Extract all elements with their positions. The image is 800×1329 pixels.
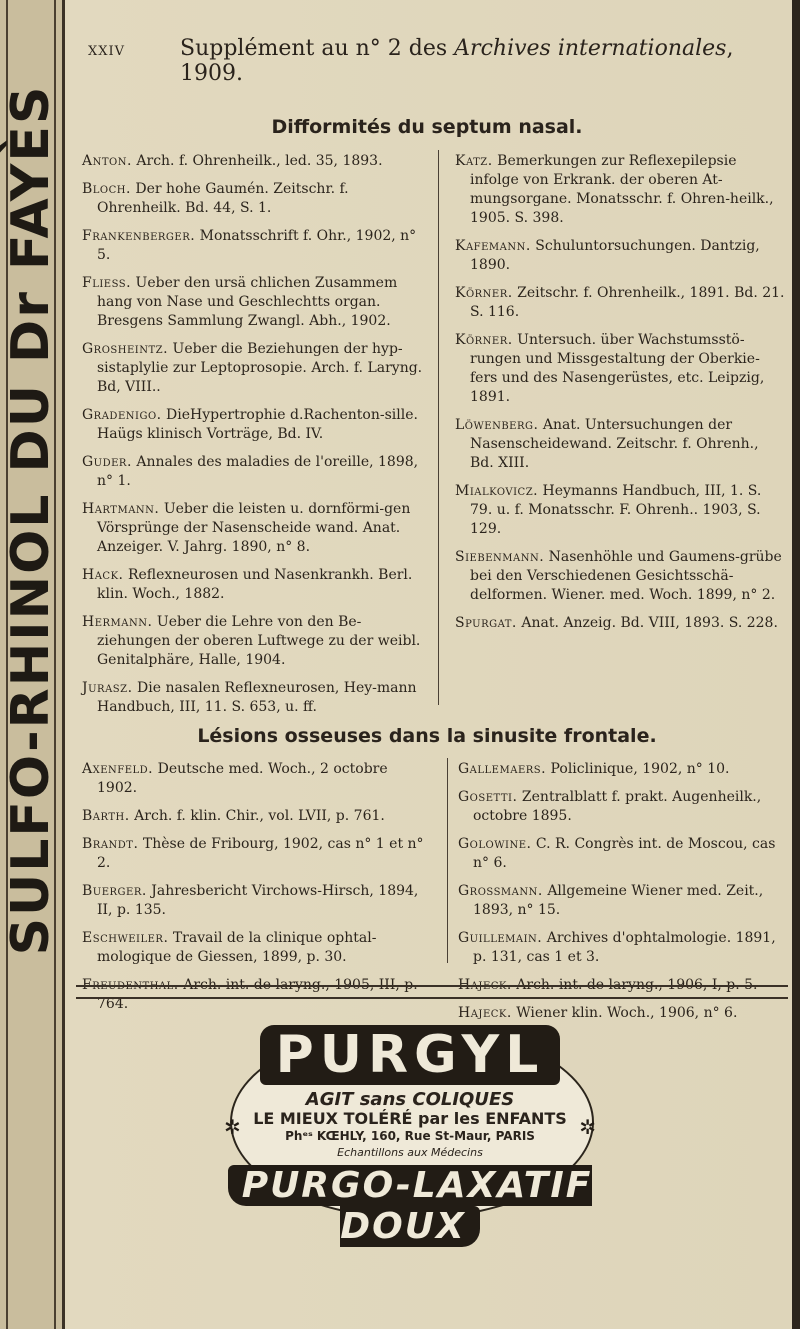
reference-author: Axenfeld. xyxy=(82,761,154,777)
page-header xyxy=(88,34,778,86)
reference-text: Travail de la clinique ophtal-mologique de Giessen, 1899, p. 30. xyxy=(97,930,377,965)
reference-text: Ueber die Beziehungen der hyp-sistaplylie zur Leptoprosopie. Arch. f. Laryng. Bd, VIII.. xyxy=(97,341,423,395)
reference-text: Arch. int. de laryng., 1905, III, p. 764. xyxy=(97,977,418,1012)
section-title: Difformités du septum nasal. xyxy=(271,116,583,138)
reference-author: Guillemain. xyxy=(458,930,543,946)
reference-text: Reflexneurosen und Nasenkrankh. Berl. klin. Woch., 1882. xyxy=(97,567,413,602)
reference-author: Hack. xyxy=(82,567,124,583)
star-icon: ✲ xyxy=(579,1115,596,1139)
reference-entry xyxy=(82,760,427,798)
side-ad-text: SULFO-RHINOL DU Dr FAYÈS xyxy=(1,84,61,956)
running-title-journal: Archives internationales xyxy=(454,36,727,61)
reference-entry xyxy=(455,284,785,322)
reference-entry xyxy=(458,788,783,826)
reference-entry xyxy=(82,566,427,604)
reference-text: Die nasalen Reflexneurosen, Hey-mann Handbuch, III, 11. S. 653, u. ff. xyxy=(97,680,417,715)
reference-author: Spurgat. xyxy=(455,615,517,631)
reference-author: Grosheintz. xyxy=(82,341,169,357)
reference-column xyxy=(82,152,427,726)
reference-entry xyxy=(82,180,427,218)
ad-tagline xyxy=(210,1165,610,1247)
reference-author: Freudenthal. xyxy=(82,977,179,993)
purgyl-advertisement xyxy=(210,1005,610,1247)
reference-text: Annales des maladies de l'oreille, 1898, n° 1. xyxy=(97,454,419,489)
reference-text: Heymanns Handbuch, III, 1. S. 79. u. f. Monatsschr. F. Ohrenh.. 1903, S. 129. xyxy=(470,483,762,537)
reference-column xyxy=(455,152,785,642)
reference-author: Brandt. xyxy=(82,836,139,852)
reference-entry xyxy=(455,416,785,473)
reference-text: DieHypertrophie d.Rachenton-sille. Haügs klinisch Vorträge, Bd. IV. xyxy=(97,407,418,442)
reference-text: Untersuch. über Wachstumsstö-rungen und Missgestaltung der Oberkie-fers und des Nasengerüstes, etc. Leipzig, 1891. xyxy=(470,332,765,405)
reference-entry xyxy=(82,679,427,717)
reference-author: Kafemann. xyxy=(455,238,531,254)
reference-text: Arch. int. de laryng., 1906, I, p. 5. xyxy=(516,977,758,993)
reference-text: Arch. f. Ohrenheilk., led. 35, 1893. xyxy=(136,153,383,169)
reference-text: Anat. Untersuchungen der Nasenscheidewand. Zeitschr. f. Ohrenh., Bd. XIII. xyxy=(470,417,759,471)
reference-author: Jurasz. xyxy=(82,680,133,696)
reference-text: Wiener klin. Woch., 1906, n° 6. xyxy=(516,1005,738,1021)
reference-entry xyxy=(82,807,427,826)
ad-samples: Echantillons aux Médecins xyxy=(337,1146,483,1159)
reference-entry xyxy=(455,482,785,539)
reference-text: Archives d'ophtalmologie. 1891, p. 131, cas 1 et 3. xyxy=(473,930,776,965)
ad-brand xyxy=(210,1025,610,1085)
reference-entry xyxy=(458,882,783,920)
reference-text: Deutsche med. Woch., 2 octobre 1902. xyxy=(97,761,388,796)
ad-tagline-text: PURGO-LAXATIF DOUX xyxy=(228,1165,593,1247)
reference-author: Hermann. xyxy=(82,614,153,630)
double-rule xyxy=(76,985,788,999)
star-icon: ✲ xyxy=(224,1115,241,1139)
reference-entry xyxy=(82,406,427,444)
reference-entry xyxy=(458,835,783,873)
reference-entry xyxy=(82,835,427,873)
reference-text: Zentralblatt f. prakt. Augenheilk., octobre 1895. xyxy=(473,789,762,824)
reference-text: Anat. Anzeig. Bd. VIII, 1893. S. 228. xyxy=(521,615,778,631)
reference-text: Der hohe Gaumén. Zeitschr. f. Ohrenheilk. Bd. 44, S. 1. xyxy=(97,181,349,216)
reference-author: Hajeck. xyxy=(458,977,512,993)
reference-text: Arch. f. klin. Chir., vol. LVII, p. 761. xyxy=(134,808,385,824)
reference-entry xyxy=(458,760,783,779)
reference-author: Mialkovicz. xyxy=(455,483,539,499)
reference-text: Bemerkungen zur Reflexepilepsie infolge von Erkrank. der oberen At-mungsorgane. Monatsschr. f. Ohren-heilk., 1905. S. 398. xyxy=(470,153,774,226)
reference-author: Guder. xyxy=(82,454,132,470)
reference-column xyxy=(82,760,427,1023)
reference-text: Ueber die Lehre von den Be-ziehungen der oberen Luftwege zu der weibl. Genitalphäre, Halle, 1904. xyxy=(97,614,421,668)
reference-entry xyxy=(82,227,427,265)
reference-author: Löwenberg. xyxy=(455,417,539,433)
reference-entry xyxy=(458,929,783,967)
reference-author: Katz. xyxy=(455,153,493,169)
running-title-suffix: , 1909. xyxy=(180,36,734,86)
running-title xyxy=(180,36,778,86)
reference-author: Golowine. xyxy=(458,836,532,852)
reference-entry xyxy=(455,331,785,407)
ad-slogan: AGIT sans COLIQUES xyxy=(305,1089,515,1110)
reference-entry xyxy=(82,929,427,967)
ad-brand-text: PURGYL xyxy=(260,1025,561,1085)
reference-author: Hartmann. xyxy=(82,501,160,517)
reference-author: Buerger. xyxy=(82,883,147,899)
reference-entry xyxy=(82,340,427,397)
reference-text: C. R. Congrès int. de Moscou, cas n° 6. xyxy=(473,836,776,871)
reference-entry xyxy=(82,152,427,171)
reference-author: Frankenberger. xyxy=(82,228,196,244)
column-divider xyxy=(447,758,448,963)
reference-text: Schuluntorsuchungen. Dantzig, 1890. xyxy=(470,238,760,273)
reference-entry xyxy=(455,237,785,275)
page-edge xyxy=(792,0,800,1329)
reference-author: Bloch. xyxy=(82,181,131,197)
reference-text: Monatsschrift f. Ohr., 1902, n° 5. xyxy=(97,228,417,263)
reference-author: Gradenigo. xyxy=(82,407,162,423)
page-number: XXIV xyxy=(88,44,126,59)
reference-text: Allgemeine Wiener med. Zeit., 1893, n° 15. xyxy=(473,883,764,918)
reference-author: Hajeck. xyxy=(458,1005,512,1021)
reference-text: Ueber die leisten u. dornförmi-gen Vörsprünge der Nasenscheide wand. Anat. Anzeiger. V. Jahrg. 1890, n° 8. xyxy=(97,501,411,555)
running-title-prefix: Supplément au n° 2 des xyxy=(180,36,455,61)
ad-claim: LE MIEUX TOLÉRÉ par les ENFANTS xyxy=(253,1109,567,1128)
reference-text: Ueber den ursä chlichen Zusammem hang von Nase und Geschlechtts organ. Bresgens Sammlung Zwangl. Abh., 1902. xyxy=(97,275,398,329)
reference-text: Zeitschr. f. Ohrenheilk., 1891. Bd. 21. S. 116. xyxy=(470,285,785,320)
reference-author: Gosetti. xyxy=(458,789,518,805)
ad-address: Phᵉˢ KŒHLY, 160, Rue St-Maur, PARIS xyxy=(285,1129,535,1143)
reference-entry xyxy=(455,548,785,605)
reference-author: Gallemaers. xyxy=(458,761,547,777)
reference-author: Anton. xyxy=(82,153,132,169)
reference-entry xyxy=(455,152,785,228)
reference-author: Barth. xyxy=(82,808,130,824)
reference-author: Körner. xyxy=(455,332,513,348)
reference-entry xyxy=(82,274,427,331)
reference-author: Körner. xyxy=(455,285,513,301)
reference-author: Siebenmann. xyxy=(455,549,545,565)
section-title: Lésions osseuses dans la sinusite frontale. xyxy=(197,725,657,747)
reference-text: Policlinique, 1902, n° 10. xyxy=(550,761,730,777)
reference-text: Thèse de Fribourg, 1902, cas n° 1 et n° 2. xyxy=(97,836,424,871)
reference-author: Eschweiler. xyxy=(82,930,169,946)
reference-entry xyxy=(82,882,427,920)
reference-entry xyxy=(82,613,427,670)
reference-entry xyxy=(82,453,427,491)
reference-text: Jahresbericht Virchows-Hirsch, 1894, II, p. 135. xyxy=(97,883,419,918)
reference-author: Grossmann. xyxy=(458,883,543,899)
reference-text: Nasenhöhle und Gaumens-grübe bei den Verschiedenen Gesichtsschä-delformen. Wiener. med. Woch. 1899, n° 2. xyxy=(470,549,782,603)
reference-author: Fliess. xyxy=(82,275,132,291)
side-advertisement xyxy=(0,0,65,1329)
reference-entry xyxy=(82,500,427,557)
column-divider xyxy=(438,150,439,705)
reference-entry xyxy=(455,614,785,633)
